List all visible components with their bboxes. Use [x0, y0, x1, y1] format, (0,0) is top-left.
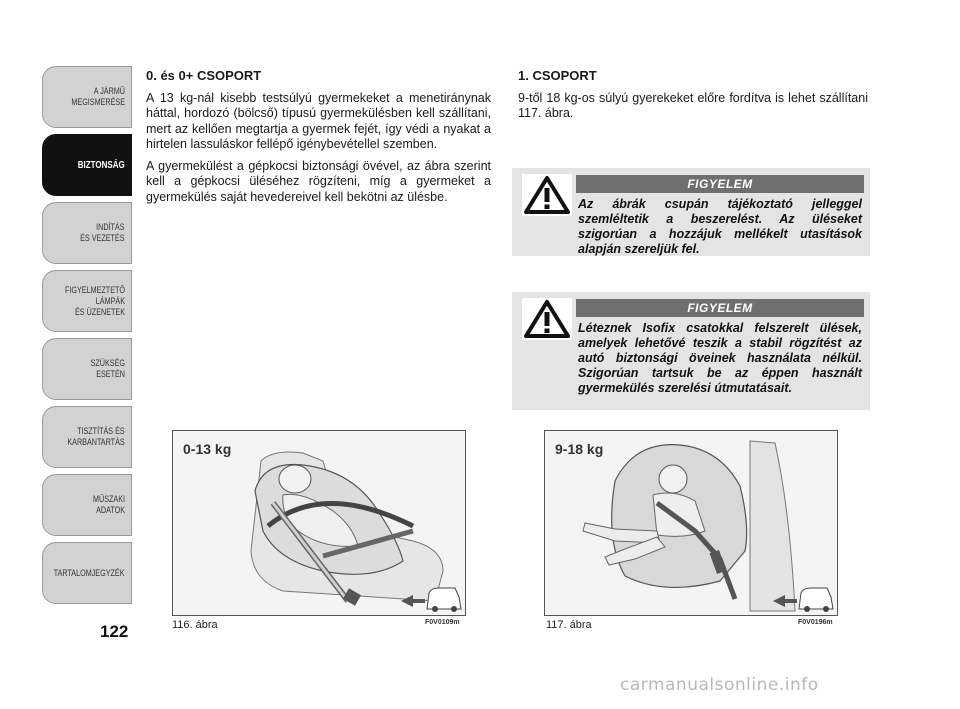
- child-seat-illustration: [545, 431, 838, 616]
- tab-label: BIZTONSÁG: [78, 159, 125, 171]
- section-heading: 1. CSOPORT: [518, 68, 597, 83]
- warning-text-body: Az ábrák csupán tájékoztató jelleggel szemléltetik a beszerelést. Az üléseket szigorúan a hozzájuk mellékelt utasítások alapján szereljük fel.: [578, 197, 862, 256]
- warning-text: [520, 197, 862, 257]
- tab-label: INDÍTÁS ÉS VEZETÉS: [80, 222, 125, 243]
- tab-emergency[interactable]: [42, 338, 132, 400]
- group-0-section: [146, 68, 491, 211]
- figure-116: [172, 430, 466, 616]
- tab-index[interactable]: [42, 542, 132, 604]
- tab-starting-driving[interactable]: [42, 202, 132, 264]
- figure-weight-label: 0-13 kg: [183, 441, 232, 457]
- paragraph: A gyermekülést a gépkocsi biztonsági övével, az ábra szerint kell a gépkocsi üléséhez rögzíteni, míg a gyermeket a gyermekülés saját hevedereivel kell bekötni az ülésbe.: [146, 158, 491, 204]
- paragraph: A 13 kg-nál kisebb testsúlyú gyermekeket a menetiránynak háttal, hordozó (bölcső) típusú gyermekülésben kell szállítani, mert az kellően megtartja a gyermek fejét, így védi a nyakat a hirtelen lassuláskor fellépő igénybevétellel szemben.: [146, 90, 491, 151]
- tab-safety[interactable]: [42, 134, 132, 196]
- figure-code: F0V0196m: [798, 619, 833, 626]
- warning-box: [512, 292, 870, 410]
- figure-117: [544, 430, 838, 616]
- warning-text: [520, 321, 862, 396]
- paragraph: 9-től 18 kg-os súlyú gyerekeket előre fordítva is lehet szállítani 117. ábra.: [518, 90, 868, 120]
- figure-code: F0V0109m: [425, 619, 460, 626]
- tab-vehicle-overview[interactable]: [42, 66, 132, 128]
- figure-weight-label: 9-18 kg: [555, 441, 604, 457]
- tab-maintenance[interactable]: [42, 406, 132, 468]
- section-heading: 0. és 0+ CSOPORT: [146, 68, 262, 83]
- figure-caption: 117. ábra: [546, 619, 592, 631]
- figure-caption: 116. ábra: [172, 619, 218, 631]
- tab-warning-lights[interactable]: [42, 270, 132, 332]
- tab-label: FIGYELMEZTETŐ LÁMPÁK ÉS ÜZENETEK: [64, 284, 125, 317]
- infant-carrier-illustration: [173, 431, 466, 616]
- group-1-section: [518, 68, 868, 128]
- warning-box: [512, 168, 870, 256]
- warning-title: FIGYELEM: [576, 299, 864, 317]
- tab-label: TISZTÍTÁS ÉS KARBANTARTÁS: [67, 426, 125, 447]
- tab-label: MŰSZAKI ADATOK: [92, 494, 125, 515]
- tab-label: A JÁRMŰ MEGISMERÉSE: [71, 86, 125, 107]
- page-number: 122: [100, 622, 129, 641]
- watermark: carmanualsonline.info: [620, 675, 819, 695]
- tab-label: TARTALOMJEGYZÉK: [54, 567, 125, 578]
- warning-title: FIGYELEM: [576, 175, 864, 193]
- tab-technical-data[interactable]: [42, 474, 132, 536]
- warning-text-body: Léteznek Isofix csatokkal felszerelt ülések, amelyek lehetővé teszik a stabil rögzítést az autó biztonsági öveinek használata nélkül. Szigorúan tartsuk be az éppen használt gyermekülés szerelési útmutatásait.: [578, 321, 862, 395]
- tab-label: SZÜKSÉG ESETÉN: [90, 358, 125, 379]
